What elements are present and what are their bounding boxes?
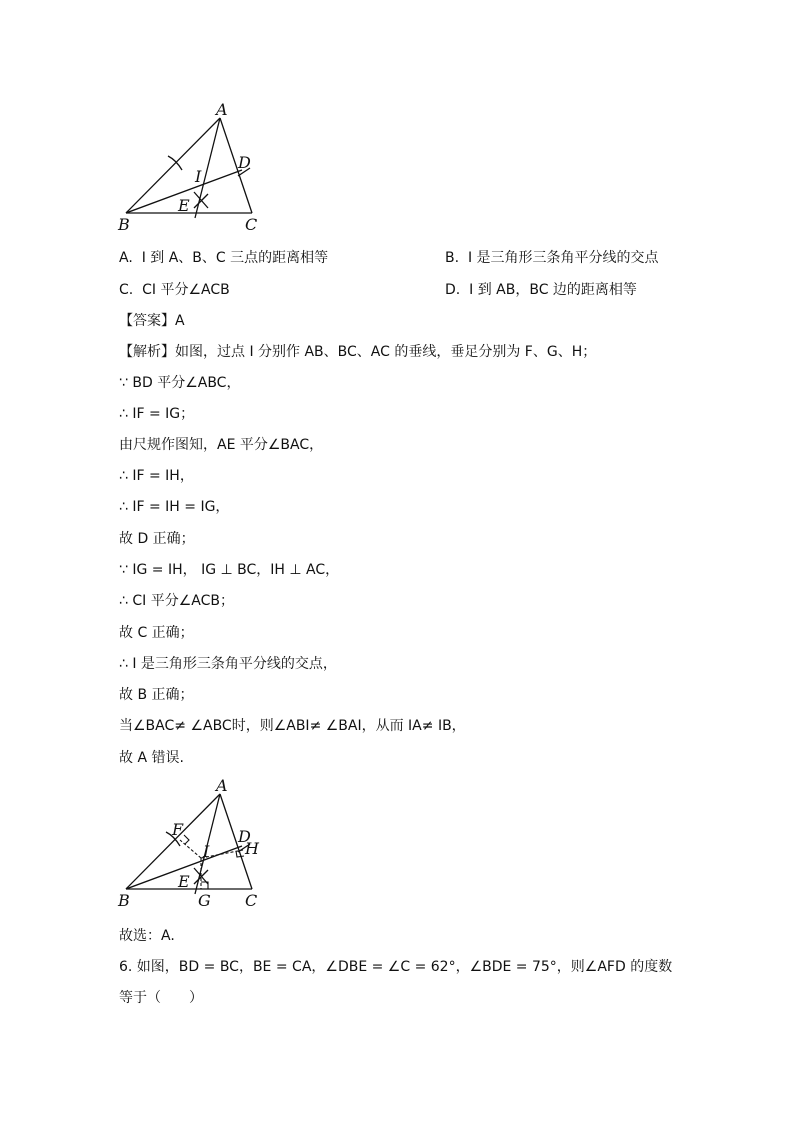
label-f: F: [172, 820, 184, 839]
analysis-line-8: ∵ IG = IH， IG ⊥ BC，IH ⊥ AC，: [119, 562, 340, 578]
label-a: A: [216, 776, 228, 795]
label-b: B: [118, 215, 130, 234]
option-b-text: I 是三角形三条角平分线的交点: [467, 250, 659, 266]
label-a: A: [216, 100, 228, 119]
option-d-letter: D.: [445, 282, 461, 298]
option-a-text: I 到 A、B、C 三点的距离相等: [141, 250, 329, 266]
analysis-line-1: 【解析】如图，过点 I 分别作 AB、BC、AC 的垂线，垂足分别为 F、G、H；: [119, 344, 597, 360]
option-c[interactable]: [119, 281, 230, 299]
question-6-line-2: 等于（ ）: [119, 990, 203, 1006]
label-c: C: [245, 891, 258, 910]
analysis-line-2: ∵ BD 平分∠ABC，: [119, 375, 241, 391]
analysis-line-14: 故 A 错误.: [119, 750, 184, 766]
label-h: H: [245, 839, 259, 858]
analysis-line-12: 故 B 正确；: [119, 687, 194, 703]
label-d: D: [238, 153, 251, 172]
analysis-line-7: 故 D 正确；: [119, 531, 195, 547]
option-d-text: I 到 AB，BC 边的距离相等: [469, 282, 637, 298]
option-a-letter: A.: [119, 250, 133, 266]
perp-if: [180, 840, 201, 858]
analysis-line-4: 由尺规作图知，AE 平分∠BAC，: [119, 437, 324, 453]
figure-triangle-construction: [110, 100, 290, 235]
side-ab: [126, 118, 220, 213]
label-e: E: [178, 196, 190, 215]
option-c-text: CI 平分∠ACB: [142, 282, 230, 298]
option-b-letter: B.: [445, 250, 460, 266]
analysis-line-3: ∴ IF = IG；: [119, 406, 195, 422]
question-6-line-1: 6. 如图，BD = BC，BE = CA，∠DBE = ∠C = 62°，∠BDE = 75°，则∠AFD 的度数: [119, 959, 673, 975]
label-c: C: [245, 215, 258, 234]
analysis-line-10: 故 C 正确；: [119, 625, 194, 641]
option-d[interactable]: [445, 281, 637, 299]
label-e: E: [178, 872, 190, 891]
option-b[interactable]: [445, 249, 659, 267]
option-c-letter: C.: [119, 282, 134, 298]
label-b: B: [118, 891, 130, 910]
label-i: I: [195, 167, 202, 186]
analysis-line-11: ∴ I 是三角形三条角平分线的交点，: [119, 656, 337, 672]
label-d: D: [238, 827, 251, 846]
analysis-line-9: ∴ CI 平分∠ACB；: [119, 593, 234, 609]
label-g: G: [198, 891, 211, 910]
analysis-line-13: 当∠BAC≠ ∠ABC时，则∠ABI≠ ∠BAI，从而 IA≠ IB，: [119, 718, 466, 734]
right-angle-f: [184, 835, 189, 844]
analysis-line-5: ∴ IF = IH，: [119, 468, 194, 484]
analysis-line-6: ∴ IF = IH = IG，: [119, 499, 230, 515]
choice-line: 故选：A.: [119, 928, 175, 944]
option-a[interactable]: [119, 249, 328, 267]
figure-triangle-perpendiculars: [110, 776, 290, 911]
answer-line: 【答案】A: [119, 313, 185, 329]
label-i: I: [203, 842, 210, 861]
